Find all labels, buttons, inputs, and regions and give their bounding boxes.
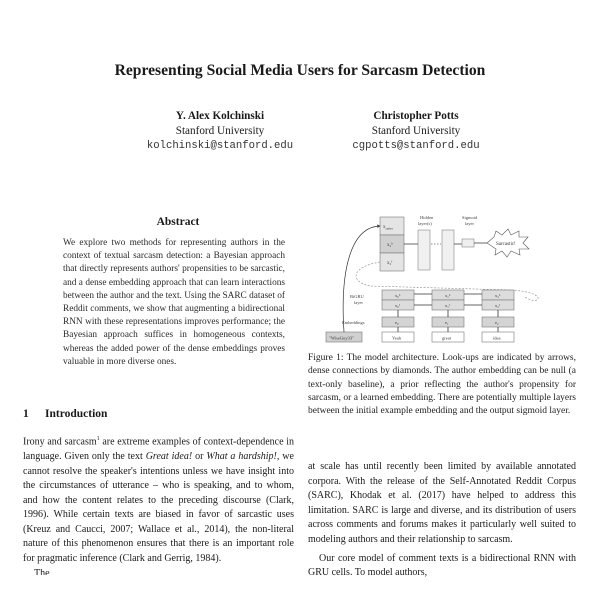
emb-label: e₂ xyxy=(495,320,499,325)
text-run: or xyxy=(192,450,207,462)
intro-paragraph-2: The xyxy=(34,567,50,575)
author-block-1 xyxy=(110,109,330,154)
output-label: Sarcastic! xyxy=(496,242,516,247)
author-name: Christopher Potts xyxy=(373,110,459,122)
author-embedding-label: $x_{author}$ xyxy=(383,225,394,231)
section-number: 1 xyxy=(23,408,29,420)
text-run: at scale has until recently been limited by available annotated corpora. With the release of the Self-Annotated Reddit Corpus (SARC), Khodak et al. (2017) have helped to address this limitation. SARC is large and diverse, and its distribution of users across comments and forums makes it particularly well suited to modeling authors and their relationship to sarcasm. xyxy=(308,461,576,545)
author-email: kolchinski@stanford.edu xyxy=(146,140,294,152)
abstract-heading: Abstract xyxy=(156,216,200,228)
hidden-layer-label-2: layer(s) xyxy=(418,221,432,226)
author-affiliation: Stanford University xyxy=(371,125,461,137)
column2-paragraph xyxy=(308,460,576,581)
example-text: Great idea! xyxy=(145,450,193,462)
author-block-2 xyxy=(306,109,526,154)
author-name: Y. Alex Kolchinski xyxy=(175,110,265,122)
emb-label: e₁ xyxy=(445,320,449,325)
text-run: , we cannot resolve the speaker's intentions unless we have insight into the circumstances of utterance – who is speaking, and to whom, and how the content relates to the preceding discourse (Clark, 1996). While certain texts are biased in favor of sarcastic uses (Kreuz and Caucci, 2007; Wallace et al., 2014), the non-literal nature of this phenomenon ensures that there is an important role for pragmatic inference (Clark and Gerrig, 1984). xyxy=(23,450,294,565)
svg-text:x₂ᶠ: x₂ᶠ xyxy=(387,261,393,266)
author-input-label: "WiseGuy33" xyxy=(329,335,354,341)
example-text: What a hardship! xyxy=(206,450,277,462)
figure-model-architecture xyxy=(310,212,580,344)
figure-caption: Figure 1: The model architecture. Look-ups are indicated by arrows, dense connections by diamonds. The author embedding can be null (a text-only baseline), a prior reflecting the author's propensity for sarcasm, or a learned embedding. There are potentially multiple layers between the initial example embedding and the output sigmoid layer. xyxy=(308,353,576,417)
text-run: Irony and sarcasm xyxy=(23,436,97,448)
section-heading-introduction xyxy=(23,408,107,420)
emb-label: e₀ xyxy=(395,320,399,325)
svg-text:x₀ᵇ: x₀ᵇ xyxy=(395,293,401,298)
text-run: Our core model of comment texts is a bidirectional RNN with GRU cells. To model authors, xyxy=(308,552,576,579)
intro-paragraph xyxy=(23,432,294,575)
text-run: are extreme examples of context-dependence in language. Given only the text xyxy=(23,436,294,462)
bigru-label: BiGRU xyxy=(350,294,364,299)
author-email: cgpotts@stanford.edu xyxy=(352,140,480,152)
paper-title: Representing Social Media Users for Sarcasm Detection xyxy=(114,62,486,79)
svg-text:x₁ᵇ: x₁ᵇ xyxy=(445,293,451,298)
embeddings-label: Embeddings xyxy=(342,320,365,325)
svg-text:x₂ᶠ: x₂ᶠ xyxy=(495,303,500,308)
svg-text:x₀ᶠ: x₀ᶠ xyxy=(395,303,400,308)
word-label: idea xyxy=(493,335,501,341)
word-label: Yeah xyxy=(392,335,402,341)
svg-text:x₁ᶠ: x₁ᶠ xyxy=(445,303,450,308)
footnote-marker: 1 xyxy=(96,436,100,442)
section-title: Introduction xyxy=(45,408,108,420)
abstract-text: We explore two methods for representing authors in the context of textual sarcasm detection: a Bayesian approach that directly represents authors' propensities to be sarcastic, and a dense embedding approach that can learn interactions between the author and the text. Using the SARC dataset of Reddit comments, we show that augmenting a bidirectional RNN with these representations improves performance; the Bayesian approach suffices in homogeneous contexts, whereas the added power of the dense embeddings proves valuable in more diverse ones. xyxy=(63,238,285,367)
bigru-label-2: layer xyxy=(354,300,363,305)
hidden-layer-label: Hidden xyxy=(420,215,434,220)
author-affiliation: Stanford University xyxy=(175,125,265,137)
svg-text:x₂ᵇ: x₂ᵇ xyxy=(495,293,501,298)
word-label: great xyxy=(442,335,451,341)
sigmoid-layer-label-2: layer xyxy=(465,221,474,226)
sigmoid-layer-label: Sigmoid xyxy=(462,215,478,220)
svg-text:x₂ᵇ: x₂ᵇ xyxy=(387,243,393,248)
